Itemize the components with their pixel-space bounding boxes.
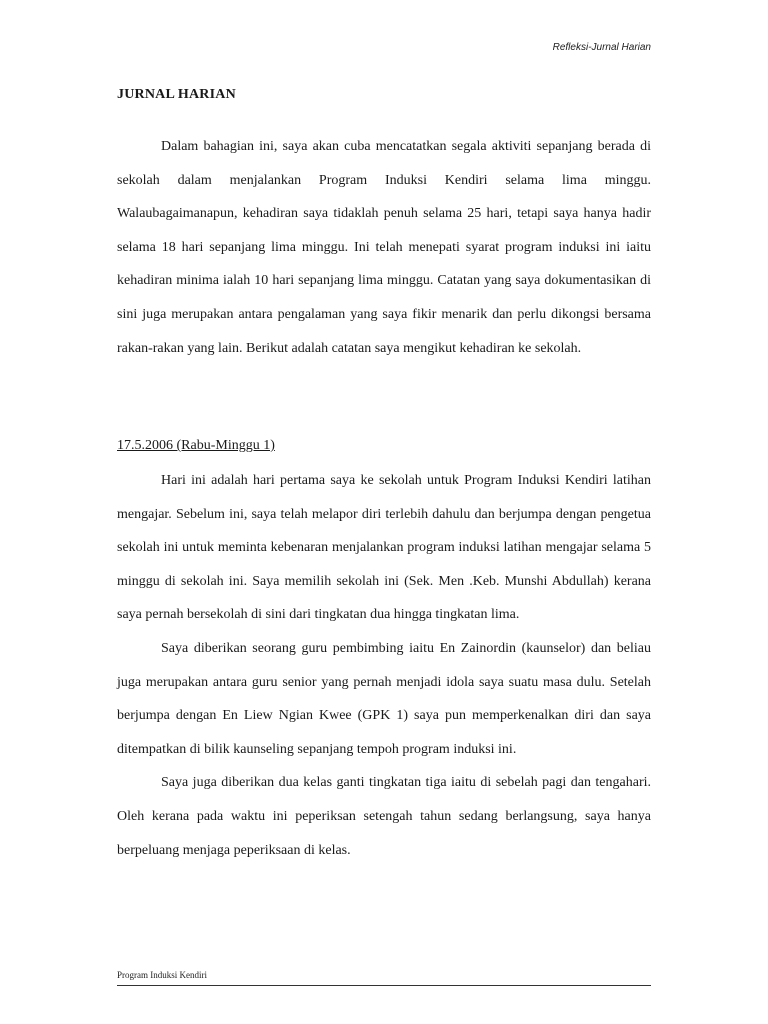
entry-paragraph-1: Hari ini adalah hari pertama saya ke sekolah untuk Program Induksi Kendiri latihan mengajar. Sebelum ini, saya telah melapor diri terlebih dahulu dan berjumpa dengan pengetua sekolah ini untuk meminta kebenaran menjalankan program induksi latihan mengajar selama 5 minggu di sekolah ini. Saya memilih sekolah ini (Sek. Men .Keb. Munshi Abdullah) kerana saya pernah bersekolah di sini dari tingkatan dua hingga tingkatan lima. — [117, 473, 651, 623]
footer-divider — [117, 985, 651, 986]
intro-paragraph: Dalam bahagian ini, saya akan cuba mencatatkan segala aktiviti sepanjang berada di sekolah dalam menjalankan Program Induksi Kendiri selama lima minggu. Walaubagaimanapun, kehadiran saya tidaklah penuh selama 25 hari, tetapi saya hanya hadir selama 18 hari sepanjang lima minggu. Ini telah menepati syarat program induksi ini iaitu kehadiran minima ialah 10 hari sepanjang lima minggu. Catatan yang saya dokumentasikan di sini juga merupakan antara pengalaman yang saya fikir menarik dan perlu dikongsi bersama rakan-rakan yang lain. Berikut adalah catatan saya mengikut kehadiran ke sekolah. — [117, 139, 651, 356]
entry-paragraph-3: Saya juga diberikan dua kelas ganti tingkatan tiga iaitu di sebelah pagi dan tengahari. Oleh kerana pada waktu ini peperiksan setengah tahun sedang berlangsung, saya hanya berpeluang menjaga peperiksaan di kelas. — [117, 775, 651, 858]
journal-entry — [117, 464, 651, 867]
entry-paragraph-2: Saya diberikan seorang guru pembimbing iaitu En Zainordin (kaunselor) dan beliau juga merupakan antara guru senior yang pernah menjadi idola saya suatu masa dulu. Setelah berjumpa dengan En Liew Ngian Kwee (GPK 1) saya pun memperkenalkan diri dan saya ditempatkan di bilik kaunseling sepanjang tempoh program induksi ini. — [117, 640, 651, 757]
running-footer: Program Induksi Kendiri — [117, 970, 207, 980]
running-header: Refleksi-Jurnal Harian — [552, 42, 651, 53]
entry-date-heading: 17.5.2006 (Rabu-Minggu 1) — [117, 438, 275, 453]
document-title: JURNAL HARIAN — [117, 87, 236, 102]
intro-section — [117, 130, 651, 365]
